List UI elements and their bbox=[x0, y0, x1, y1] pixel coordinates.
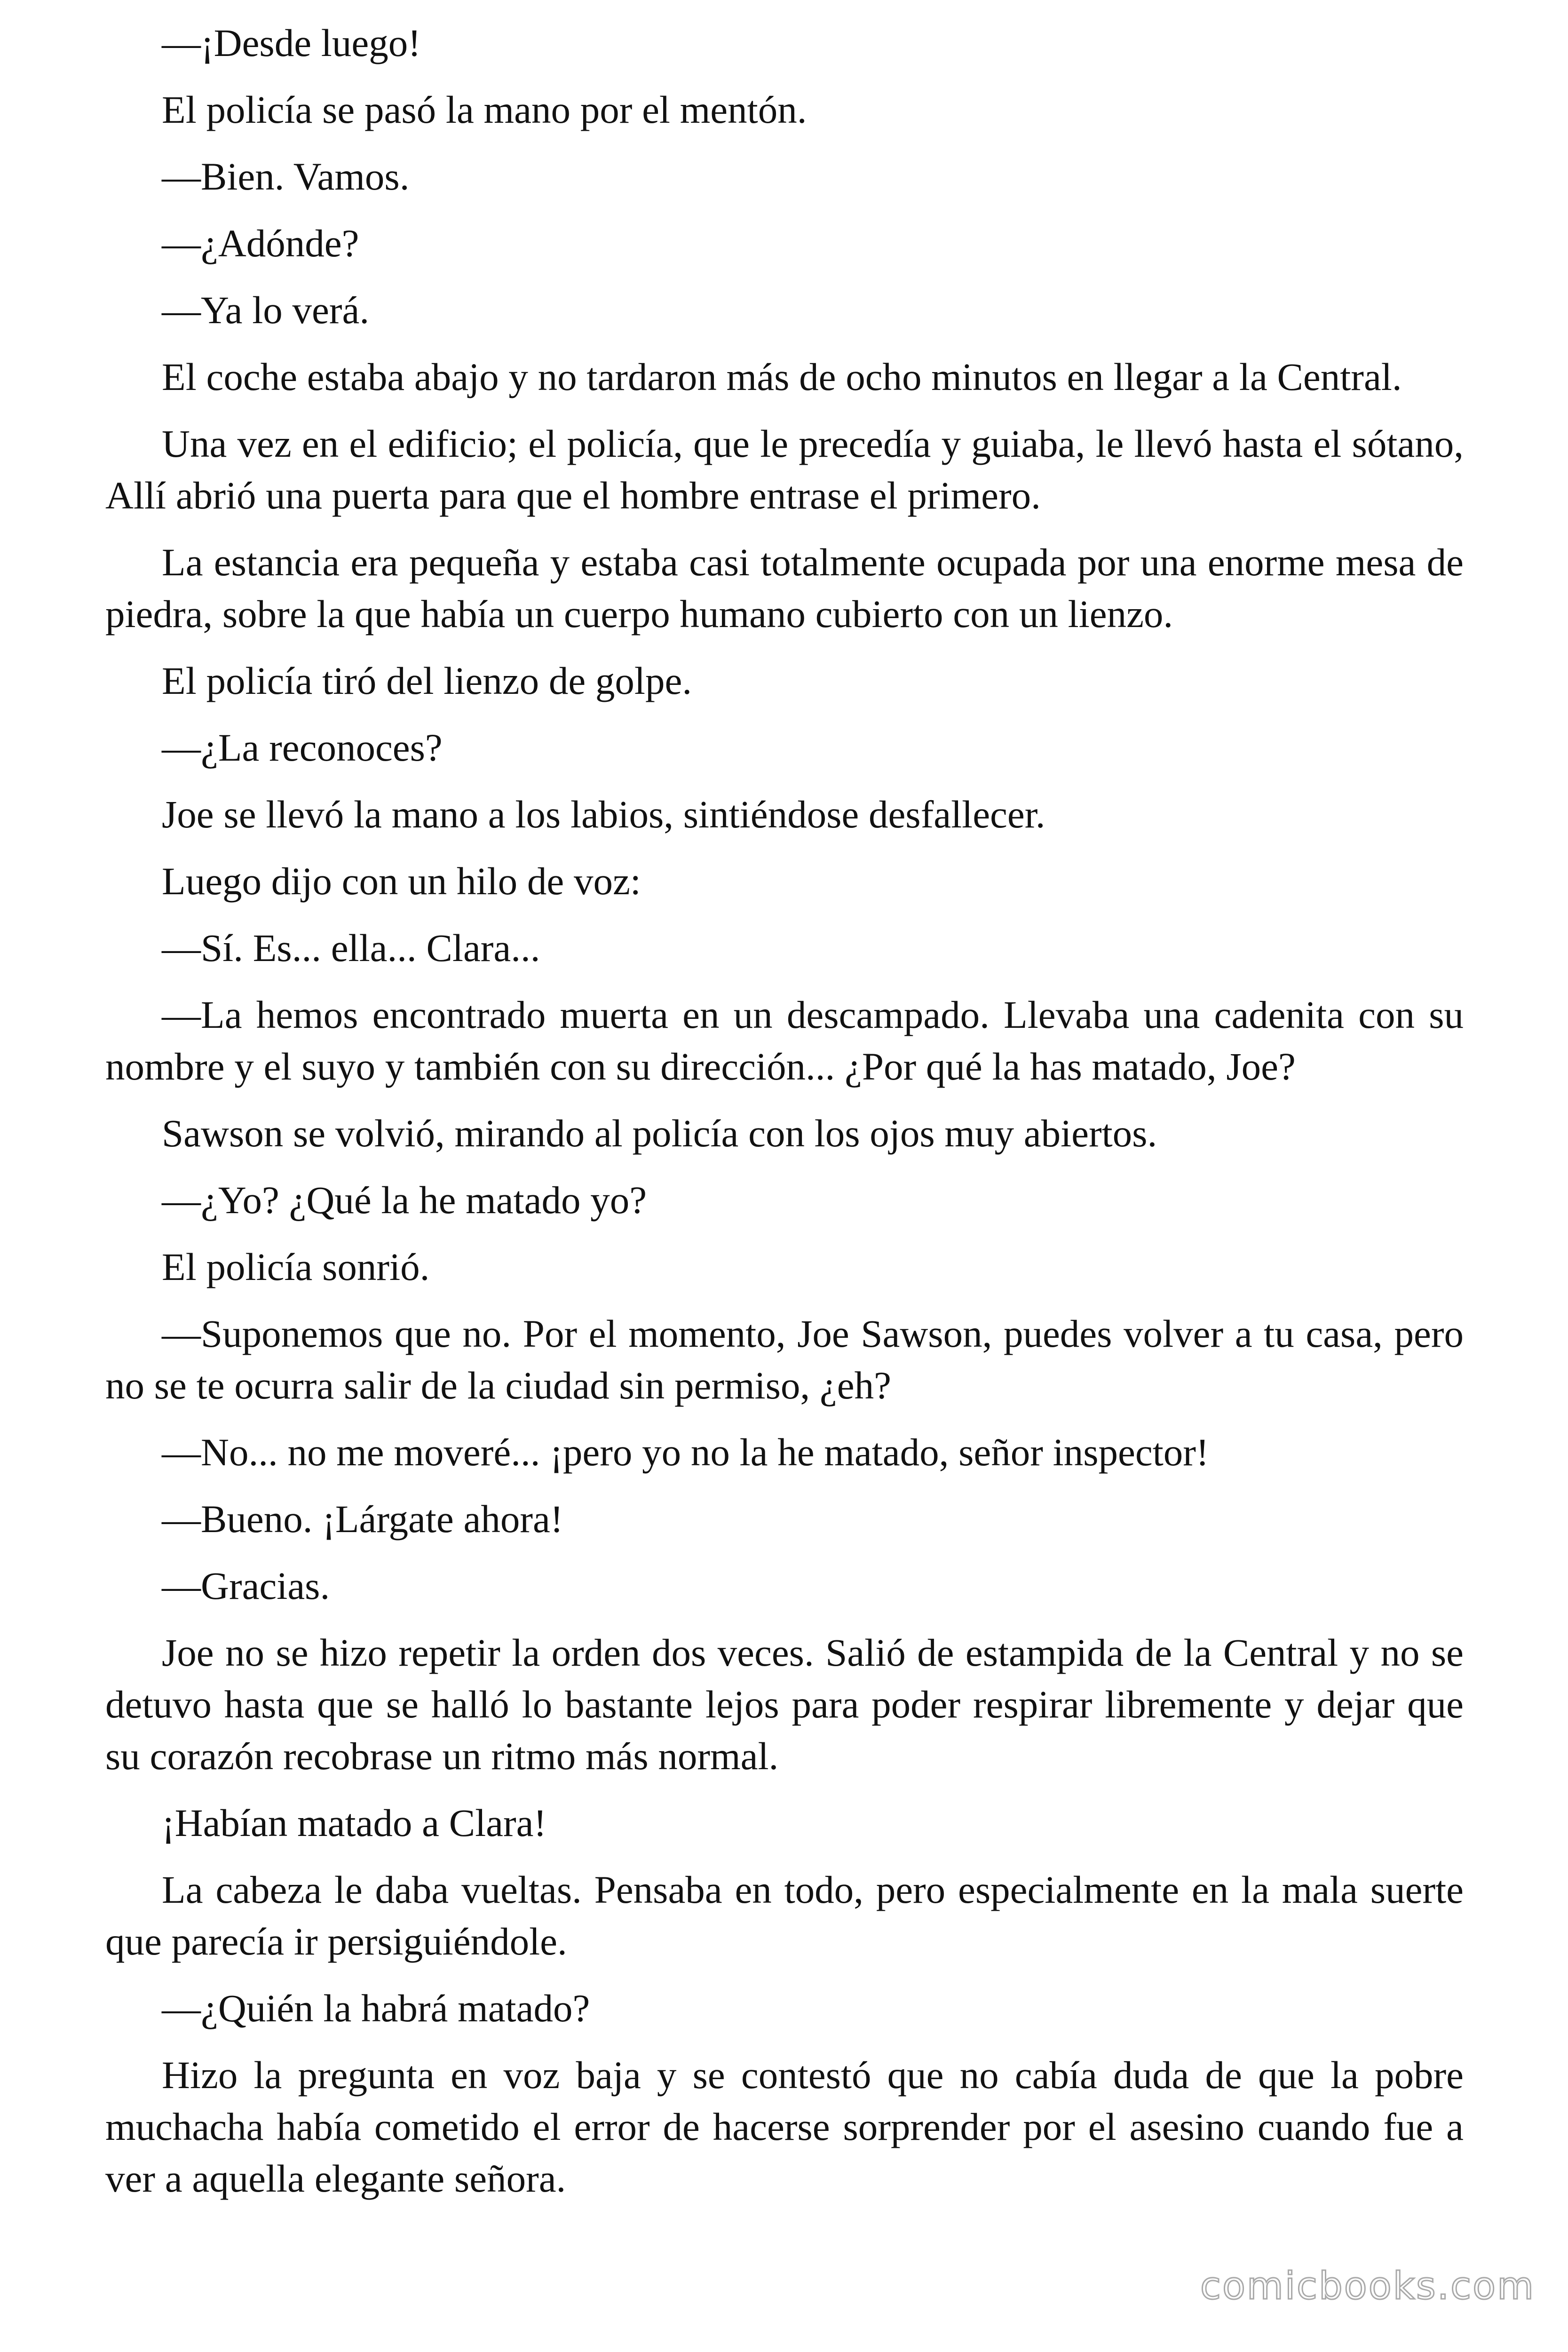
paragraph: —Suponemos que no. Por el momento, Joe Sawson, puedes volver a tu casa, pero no se te ocurra salir de la ciudad sin permiso, ¿eh? bbox=[105, 1312, 1464, 1407]
watermark: comicbooks.com bbox=[1200, 2264, 1535, 2308]
paragraph: La estancia era pequeña y estaba casi totalmente ocupada por una enorme mesa de piedra, sobre la que había un cuerpo humano cubierto con un lienzo. bbox=[105, 540, 1464, 636]
paragraph: —¿Adónde? bbox=[162, 222, 359, 265]
paragraph: El policía se pasó la mano por el mentón. bbox=[162, 88, 807, 131]
text-body bbox=[105, 17, 1464, 2219]
paragraph: —Bueno. ¡Lárgate ahora! bbox=[162, 1497, 563, 1541]
paragraph: ¡Habían matado a Clara! bbox=[162, 1801, 547, 1844]
paragraph: Hizo la pregunta en voz baja y se contestó que no cabía duda de que la pobre muchacha había cometido el error de hacerse sorprender por el asesino cuando fue a ver a aquella elegante señora. bbox=[105, 2053, 1464, 2200]
paragraph: Luego dijo con un hilo de voz: bbox=[162, 859, 641, 903]
paragraph: El policía sonrió. bbox=[162, 1245, 430, 1288]
paragraph: —Gracias. bbox=[162, 1564, 330, 1607]
paragraph: El policía tiró del lienzo de golpe. bbox=[162, 659, 692, 702]
paragraph: —Ya lo verá. bbox=[162, 288, 370, 332]
paragraph: —¿Quién la habrá matado? bbox=[162, 1986, 590, 2030]
paragraph: —Sí. Es... ella... Clara... bbox=[162, 926, 540, 969]
paragraph: —Bien. Vamos. bbox=[162, 155, 410, 198]
paragraph: —¿Yo? ¿Qué la he matado yo? bbox=[162, 1178, 647, 1222]
paragraph: —¡Desde luego! bbox=[162, 21, 421, 64]
paragraph: —La hemos encontrado muerta en un descampado. Llevaba una cadenita con su nombre y el suyo y también con su dirección... ¿Por qué la has matado, Joe? bbox=[105, 993, 1464, 1088]
paragraph: Joe se llevó la mano a los labios, sintiéndose desfallecer. bbox=[162, 793, 1045, 836]
paragraph: El coche estaba abajo y no tardaron más de ocho minutos en llegar a la Central. bbox=[162, 355, 1402, 398]
paragraph: Joe no se hizo repetir la orden dos veces. Salió de estampida de la Central y no se detuvo hasta que se halló lo bastante lejos para poder respirar libremente y dejar que su corazón recobrase un ritmo más normal. bbox=[105, 1631, 1464, 1778]
paragraph: —¿La reconoces? bbox=[162, 726, 443, 769]
paragraph: La cabeza le daba vueltas. Pensaba en todo, pero especialmente en la mala suerte que parecía ir persiguiéndole. bbox=[105, 1868, 1464, 1963]
paragraph: Una vez en el edificio; el policía, que le precedía y guiaba, le llevó hasta el sótano, Allí abrió una puerta para que el hombre entrase el primero. bbox=[105, 422, 1464, 517]
paragraph: —No... no me moveré... ¡pero yo no la he matado, señor inspector! bbox=[162, 1430, 1209, 1474]
paragraph: Sawson se volvió, mirando al policía con los ojos muy abiertos. bbox=[162, 1112, 1157, 1155]
